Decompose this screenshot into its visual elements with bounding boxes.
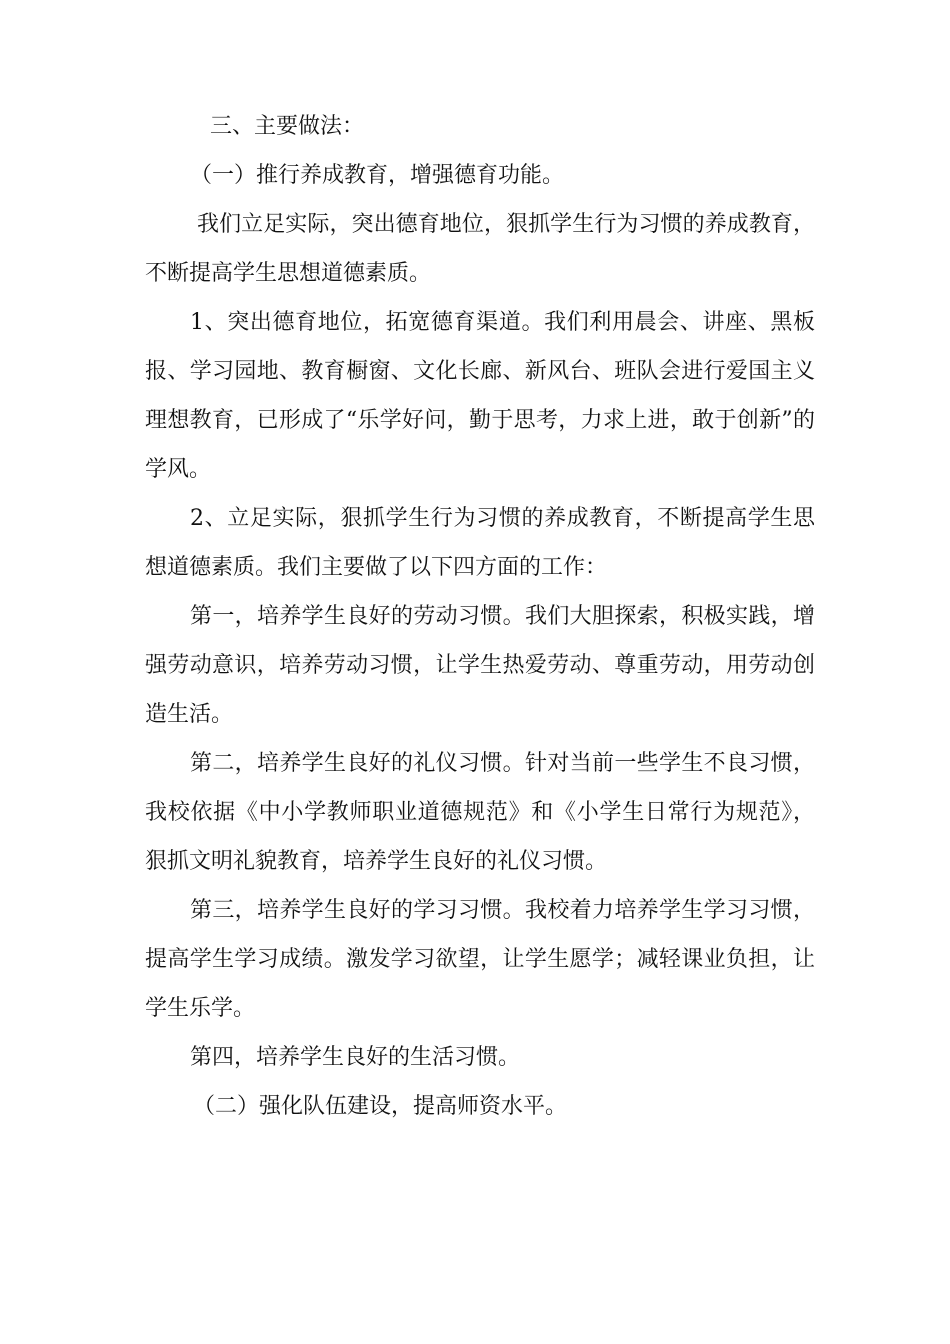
point-paragraph-3: 第三，培养学生良好的学习习惯。我校着力培养学生学习习惯，提高学生学习成绩。激发学习欲望，让学生愿学；减轻课业负担，让学生乐学。 — [145, 898, 815, 1021]
list-item-2: 2、立足实际，狠抓学生行为习惯的养成教育，不断提高学生思想道德素质。我们主要做了以下四方面的工作： — [145, 506, 815, 580]
subsection-title-1: （一）推行养成教育，增强德育功能。 — [190, 163, 565, 188]
point-paragraph-1: 第一，培养学生良好的劳动习惯。我们大胆探索，积极实践，增强劳动意识，培养劳动习惯，让学生热爱劳动、尊重劳动，用劳动创造生活。 — [145, 604, 815, 727]
point-paragraph-2: 第二，培养学生良好的礼仪习惯。针对当前一些学生不良习惯，我校依据《中小学教师职业道德规范》和《小学生日常行为规范》，狠抓文明礼貌教育，培养学生良好的礼仪习惯。 — [145, 751, 815, 874]
section-heading: 三、主要做法： — [210, 114, 365, 139]
subsection-title-2: （二）强化队伍建设，提高师资水平。 — [193, 1094, 568, 1119]
list-item-1: 1、突出德育地位，拓宽德育渠道。我们利用晨会、讲座、黑板报、学习园地、教育橱窗、文化长廊、新风台、班队会进行爱国主义理想教育，已形成了“乐学好问，勤于思考，力求上进，敢于创新”的学风。 — [145, 310, 815, 482]
point-paragraph-4: 第四，培养学生良好的生活习惯。 — [190, 1045, 521, 1070]
intro-paragraph: 我们立足实际，突出德育地位，狠抓学生行为习惯的养成教育，不断提高学生思想道德素质。 — [145, 212, 815, 286]
